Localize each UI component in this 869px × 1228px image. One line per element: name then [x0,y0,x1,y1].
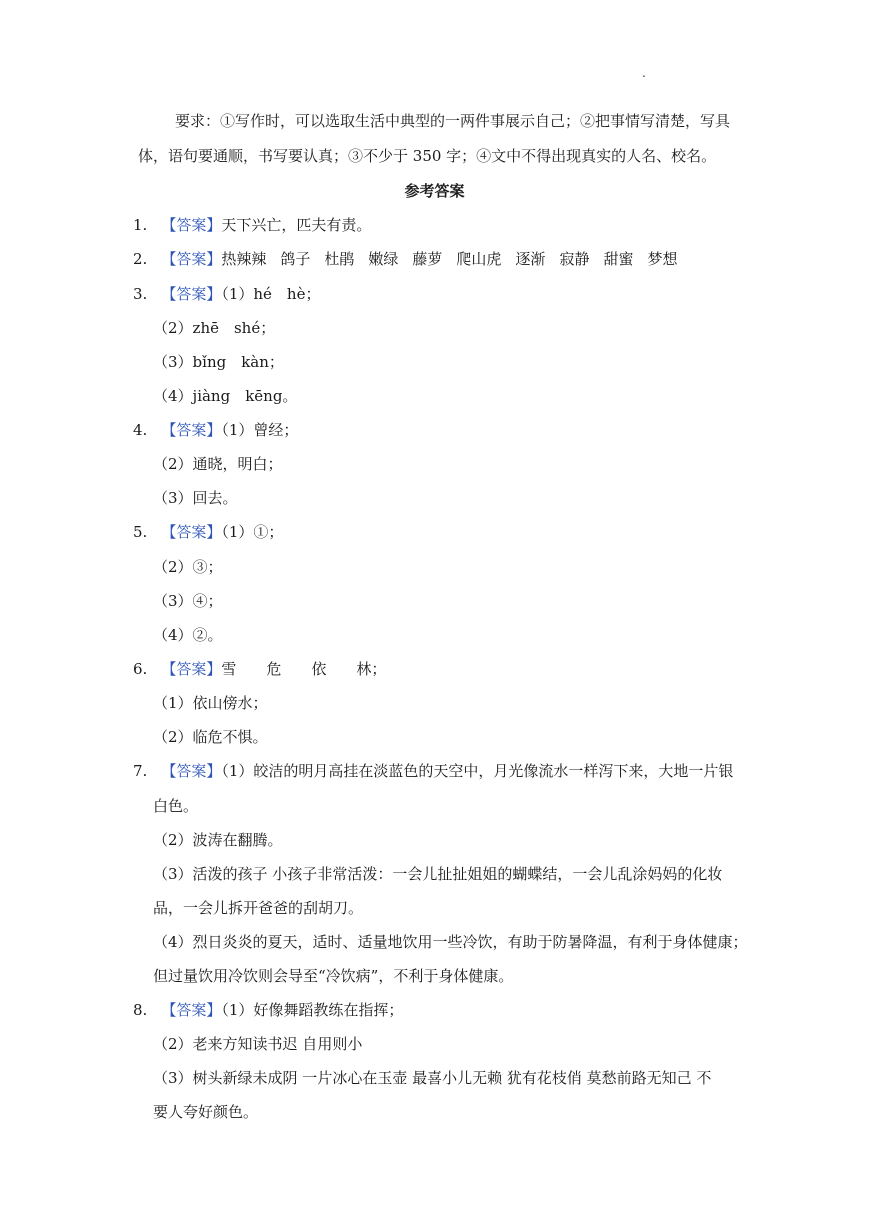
answer-text: （1）曾经； [221,421,299,439]
answer-item-7 [133,761,733,781]
item-number: 8. [133,1001,148,1019]
answer-line: （2）老来方知读书迟 自用则小 [153,1035,363,1053]
answer-label: 【答案】 [161,421,222,439]
answer-text: （1）好像舞蹈教练在指挥； [221,1001,404,1019]
word: 嫩绿 [368,250,399,268]
item-number: 5. [133,523,148,541]
word: 鸽子 [280,250,311,268]
section-title: 参考答案 [404,182,465,200]
answer-line: （4）jiàng kēng。 [153,387,298,405]
word: 梦想 [647,250,678,268]
word: 热辣辣 [221,250,267,268]
answer-line: （3）树头新绿未成阴 一片冰心在玉壶 最喜小儿无赖 犹有花枝俏 莫愁前路无知己 不 [153,1069,712,1087]
answer-line: 但过量饮用冷饮则会导至“冷饮病”，不利于身体健康。 [153,967,514,985]
answer-item-3 [133,284,320,304]
item-number: 2. [133,250,148,268]
answer-label: 【答案】 [161,660,222,678]
answer-line: （2）通晓，明白； [153,455,283,473]
answer-line: （3）活泼的孩子 小孩子非常活泼：一会儿扯扯姐姐的蝴蝶结，一会儿乱涂妈妈的化妆 [153,865,723,883]
answer-label: 【答案】 [161,523,222,541]
word: 藤萝 [412,250,443,268]
item-number: 3. [133,285,148,303]
answer-line: （4）②。 [153,626,223,644]
answer-label: 【答案】 [161,216,222,234]
answer-line: （2）③； [153,558,223,576]
item-number: 7. [133,762,148,780]
answer-item-4 [133,420,298,440]
answer-text: 雪 危 依 林； [221,660,387,678]
answer-line: （2）zhē shé； [153,319,276,337]
word: 寂静 [559,250,590,268]
answer-text: （1）①； [221,523,284,541]
answer-line: 品，一会儿拆开爸爸的刮胡刀。 [153,899,364,917]
answer-line: （2）临危不惧。 [153,728,268,746]
answer-label: 【答案】 [161,250,222,268]
answer-line: （2）波涛在翻腾。 [153,831,283,849]
word: 杜鹃 [324,250,355,268]
answer-line: 要人夸好颜色。 [153,1103,259,1121]
answer-line: （3）④； [153,592,223,610]
answer-line: （4）烈日炎炎的夏天，适时、适量地饮用一些冷饮，有助于防暑降温，有利于身体健康； [153,933,748,951]
answer-text: 天下兴亡，匹夫有责。 [221,216,372,234]
answer-line: （1）依山傍水； [153,694,268,712]
item-number: 4. [133,421,148,439]
word: 爬山虎 [456,250,502,268]
requirement-line-2: 体，语句要通顺，书写要认真；③不少于 350 字；④文中不得出现真实的人名、校名。 [138,147,717,165]
answer-label: 【答案】 [161,1001,222,1019]
word: 甜蜜 [603,250,634,268]
answer-item-6 [133,659,386,679]
requirement-line-1: 要求：①写作时，可以选取生活中典型的一两件事展示自己；②把事情写清楚，写具 [175,112,731,130]
answer-label: 【答案】 [161,285,222,303]
item-number: 1. [133,216,148,234]
answer-line: （3）回去。 [153,489,238,507]
answer-item-1 [133,215,371,235]
answer-line: （3）bǐng kàn； [153,353,284,371]
answer-label: 【答案】 [161,762,222,780]
page-mark: . [642,66,646,80]
answer-item-2 [133,249,677,269]
answer-item-5 [133,522,283,542]
answer-item-8 [133,1000,403,1020]
word: 逐渐 [515,250,546,268]
answer-text: （1）hé hè； [221,285,321,303]
answer-line: 白色。 [153,797,199,815]
answer-text: （1）皎洁的明月高挂在淡蓝色的天空中，月光像流水一样泻下来，大地一片银 [221,762,734,780]
item-number: 6. [133,660,148,678]
